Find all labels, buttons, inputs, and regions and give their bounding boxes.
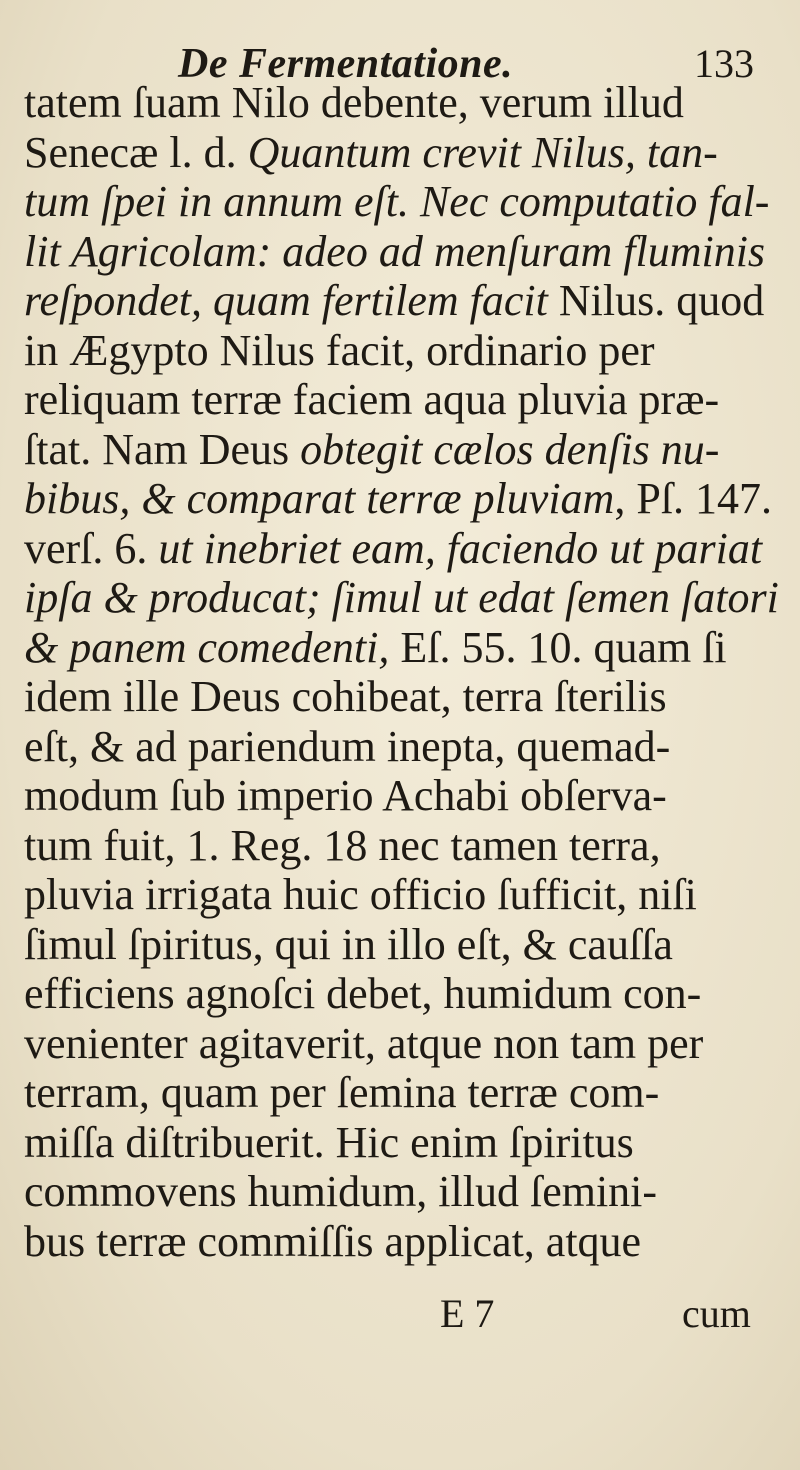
running-head: De Fermentatione.	[178, 41, 514, 87]
text-line	[24, 1167, 784, 1217]
catchword: cum	[682, 1291, 751, 1336]
text-line	[24, 375, 784, 425]
text-line	[24, 623, 784, 673]
text-segment: ſtat. Nam Deus	[24, 424, 301, 474]
text-segment: tatem ſuam Nilo debente, verum illud	[24, 78, 684, 127]
italic-text-segment: ipſa & producat; ſimul ut edat ſemen ſatori	[24, 573, 779, 622]
text-segment: miſſa diſtribuerit. Hic enim ſpiritus	[24, 1117, 634, 1167]
text-segment: Senecæ l. d.	[24, 127, 248, 177]
text-line	[24, 969, 784, 1019]
text-line	[24, 722, 784, 772]
text-line	[24, 326, 784, 376]
text-segment: ſimul ſpiritus, qui in illo eſt, & cauſſa	[24, 919, 673, 969]
italic-text-segment: & panem comedenti,	[24, 622, 401, 672]
text-line	[24, 425, 784, 475]
italic-text-segment: Quantum crevit Nilus, tan-	[247, 127, 718, 177]
text-line	[24, 1068, 784, 1118]
text-line	[24, 524, 784, 574]
text-line	[24, 1118, 784, 1168]
text-segment: verſ. 6.	[24, 523, 159, 573]
text-line	[24, 78, 784, 128]
text-line	[24, 128, 784, 178]
italic-text-segment: obtegit cælos denſis nu-	[300, 424, 720, 474]
page-number: 133	[694, 41, 754, 86]
signature-mark: E 7	[440, 1291, 495, 1336]
text-segment: Nilus. quod	[558, 276, 765, 325]
body-text	[24, 78, 784, 1266]
text-line	[24, 821, 784, 871]
italic-text-segment: reſpondet, quam fertilem facit	[24, 276, 559, 325]
text-segment: tum fuit, 1. Reg. 18 nec tamen terra,	[24, 820, 661, 870]
page-footer	[0, 1290, 800, 1350]
italic-text-segment: lit Agricolam: adeo ad menſuram fluminis	[24, 226, 766, 276]
italic-text-segment: tum ſpei in annum eſt. Nec computatio fal-	[24, 177, 770, 226]
text-line	[24, 276, 784, 326]
text-segment: reliquam terræ faciem aqua pluvia præ-	[24, 375, 720, 424]
text-line	[24, 474, 784, 524]
text-segment: efficiens agnoſci debet, humidum con-	[24, 969, 702, 1018]
text-line	[24, 1019, 784, 1069]
italic-text-segment: ut inebriet eam, faciendo ut pariat	[158, 523, 763, 573]
text-line	[24, 177, 784, 227]
text-segment: , Pſ. 147.	[614, 474, 773, 523]
text-segment: venienter agitaverit, atque non tam per	[24, 1018, 704, 1068]
text-segment: eſt, & ad pariendum inepta, quemad-	[24, 721, 671, 771]
text-segment: terram, quam per ſemina terræ com-	[24, 1068, 660, 1117]
text-segment: bus terræ commiſſis applicat, atque	[24, 1216, 642, 1266]
italic-text-segment: bibus, & comparat terræ pluviam	[24, 474, 615, 523]
text-line	[24, 672, 784, 722]
text-segment: commovens humidum, illud ſemini-	[24, 1167, 658, 1216]
text-segment: modum ſub imperio Achabi obſerva-	[24, 771, 667, 820]
text-segment: idem ille Deus cohibeat, terra ſterilis	[24, 672, 667, 721]
text-segment: pluvia irrigata huic officio ſufficit, niſi	[24, 870, 697, 919]
text-line	[24, 870, 784, 920]
text-line	[24, 771, 784, 821]
text-line	[24, 920, 784, 970]
text-line	[24, 1217, 784, 1267]
text-line	[24, 573, 784, 623]
text-line	[24, 227, 784, 277]
text-segment: in Ægypto Nilus facit, ordinario per	[24, 325, 655, 375]
text-segment: Eſ. 55. 10. quam ſi	[400, 622, 727, 672]
